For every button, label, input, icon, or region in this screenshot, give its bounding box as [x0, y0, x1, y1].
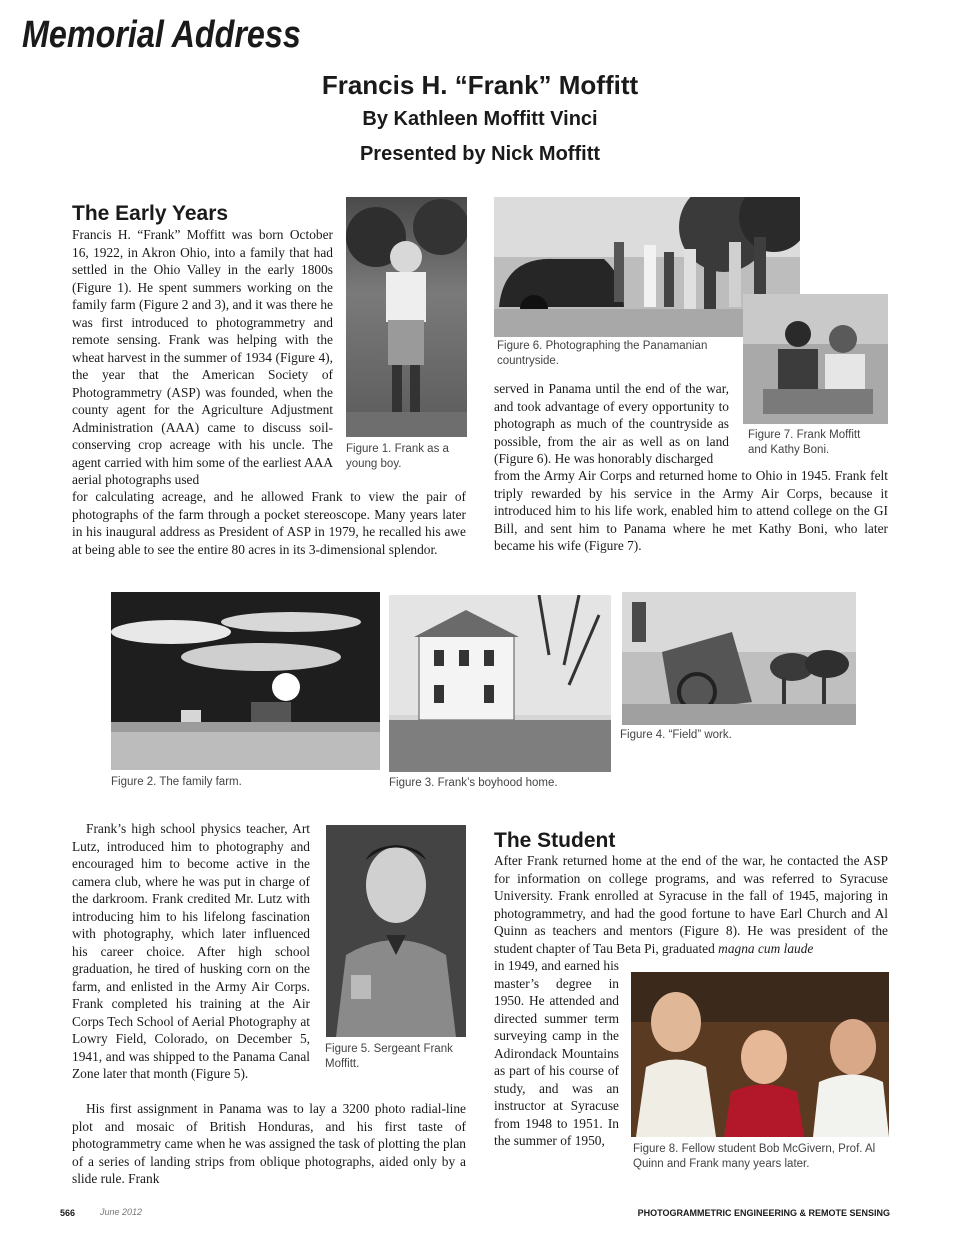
figure-6-caption: Figure 6. Photographing the Panamanian countryside.	[497, 340, 708, 367]
figure-7-caption: Figure 7. Frank Moffitt and Kathy Boni.	[748, 429, 861, 456]
early-years-col2-cont	[494, 467, 888, 555]
highschool-para-1: Frank’s high school physics teacher, Art Lutz, introduced him to photography and encouraged him to become active in the camera club, where he was put in charge of the darkroom. Frank credited Mr. Lutz with introducing him to his lifelong fascination with photography, which later influenced his career choice. After high school graduation, he tired of husking corn on the farm, and enlisted in the Army Air Corps. Frank completed his training at the Air Corps Tech School of Aerial Photography at Lowry Field, Colorado, on December 5, 1941, and was shipped to the Panama Canal Zone later that month (Figure 5).	[72, 821, 310, 1081]
presenter: Presented by Nick Moffitt	[359, 143, 601, 165]
student-text-full	[494, 852, 888, 957]
figure-4-photo	[622, 592, 856, 725]
figure-4-caption: Figure 4. “Field” work.	[620, 729, 732, 741]
early-years-col2-text-cont: from the Army Air Corps and returned home to Ohio in 1945. Frank felt triply rewarded by his service in the Army Air Corps, because it introduced him to his life work, enabled him to attend college on the GI Bill, and sent him to Panama where he met Kathy Boni, who later became his wife (Figure 7).	[494, 468, 888, 553]
figure-8-photo	[631, 972, 889, 1137]
section-label: Memorial Address	[22, 14, 301, 56]
early-years-text: Francis H. “Frank” Moffitt was born October 16, 1922, in Akron Ohio, into a family that had settled in the Ohio Valley in the early 1800s (Figure 1). He spent summers working on the family farm (Figure 2 and 3), and it was there he was first introduced to photogrammetry and remote sensing. Frank was helping with the wheat harvest in the summer of 1934 (Figure 4), the year that the American Society of Photogrammetry (ASP) was founded, when the county agent for the Agriculture Adjustment Administration (AAA) came to discuss soil-conserving crop acreage with his uncle. The agent carried with him some of the earliest AAA aerial photographs used	[72, 227, 333, 487]
early-years-text-cont: for calculating acreage, and he allowed Frank to view the pair of photographs of the farm through a pocket stereoscope. Many years later in his inaugural address as President of ASP in 1979, he recalled his awe at being able to see the entire 80 acres in its 3-dimensional splendor.	[72, 489, 466, 557]
early-years-col2-text: served in Panama until the end of the war, and took advantage of every opportunity to photograph as much of the countryside as possible, from the air as well as on land (Figure 6). He was honorably discharged	[494, 381, 729, 466]
figure-1-photo	[346, 197, 467, 437]
figure-1-caption: Figure 1. Frank as a young boy.	[346, 443, 449, 470]
highschool-col-cont	[72, 1100, 466, 1188]
student-heading: The Student	[494, 829, 616, 852]
issue-date: June 2012	[100, 1207, 143, 1217]
highschool-para-2: His first assignment in Panama was to lay a 3200 photo radial-line plot and mosaic of British Honduras, and his first taste of photogrammetry came when he was assigned the task of plotting the plan of a series of landing strips from oblique photographs, aided only by a slide rule. Frank	[72, 1101, 466, 1186]
figure-5-caption: Figure 5. Sergeant Frank Moffitt.	[325, 1043, 453, 1070]
early-years-col1-cont	[72, 488, 466, 558]
page-number: 566	[60, 1208, 76, 1218]
early-years-heading: The Early Years	[72, 202, 229, 225]
highschool-col	[72, 820, 310, 1083]
figure-7-photo	[743, 294, 888, 424]
article-title: Francis H. “Frank” Moffitt	[321, 70, 639, 100]
figure-2-caption: Figure 2. The family farm.	[111, 776, 242, 788]
early-years-col1	[72, 226, 333, 489]
student-para-1-text: After Frank returned home at the end of the war, he contacted the ASP for information on college programs, and was referred to Syracuse University. Frank enrolled at Syracuse in the fall of 1945, majoring in photogrammetry, and had the good fortune to have Earl Church and Al Quinn as teachers and mentors (Figure 8). He was president of the student chapter of Tau Beta Pi, graduated	[494, 853, 888, 956]
student-text-narrow	[494, 957, 619, 1150]
magna-cum-laude: magna cum laude	[718, 940, 814, 956]
figure-5-photo	[326, 825, 466, 1037]
early-years-col2	[494, 380, 729, 468]
student-para-1	[494, 852, 888, 957]
journal-name: PHOTOGRAMMETRIC ENGINEERING & REMOTE SENSING	[637, 1208, 890, 1218]
student-para-2: in 1949, and earned his master’s degree in 1950. He attended and directed summer term surveying camp in the Adirondack Mountains as part of his course of study, and was an instructor at Syracuse from 1948 to 1951. In the summer of 1950,	[494, 958, 619, 1148]
figure-8-caption: Figure 8. Fellow student Bob McGivern, Prof. Al Quinn and Frank many years later.	[633, 1143, 876, 1170]
byline: By Kathleen Moffitt Vinci	[362, 108, 598, 130]
figure-3-caption: Figure 3. Frank’s boyhood home.	[389, 777, 558, 789]
figure-2-photo	[111, 592, 380, 770]
figure-3-photo	[389, 595, 611, 772]
